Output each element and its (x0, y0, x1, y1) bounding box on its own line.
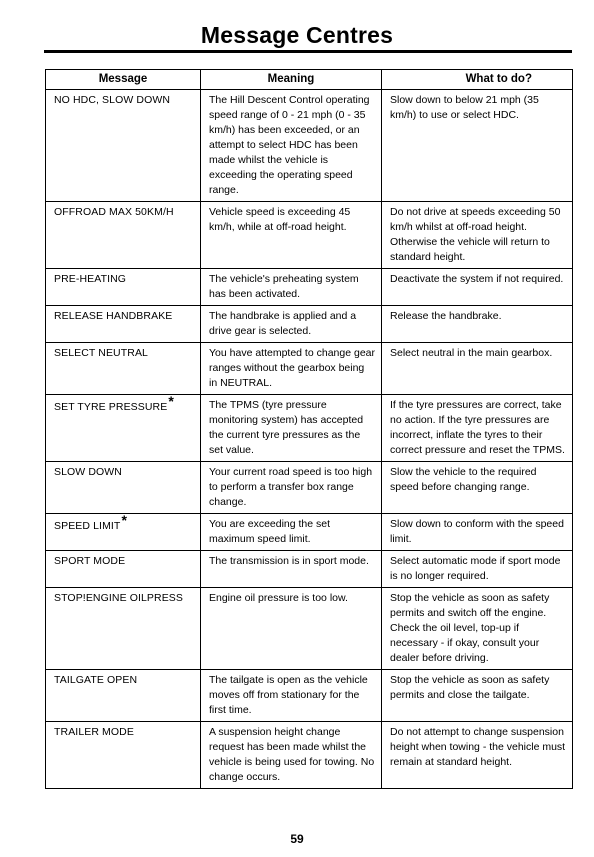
table-row (46, 462, 573, 514)
asterisk-marker-icon: * (121, 512, 128, 528)
message-text: OFFROAD MAX 50KM/H (54, 206, 174, 218)
message-cell (46, 90, 201, 202)
title-divider (44, 50, 572, 53)
what-to-do-cell: Slow down to below 21 mph (35 km/h) to use or select HDC. (382, 90, 573, 202)
what-to-do-cell: Stop the vehicle as soon as safety permits and close the tailgate. (382, 670, 573, 722)
message-cell (46, 462, 201, 514)
header-row (46, 70, 573, 90)
meaning-cell: The Hill Descent Control operating speed range of 0 - 21 mph (0 - 35 km/h) has been exceeded, or an attempt to select HDC has been made whilst the vehicle is exceeding the operating speed range. (201, 90, 382, 202)
what-to-do-cell: Select neutral in the main gearbox. (382, 343, 573, 395)
message-cell (46, 202, 201, 269)
message-cell (46, 514, 201, 551)
message-centre-table (45, 69, 573, 789)
message-text: SPEED LIMIT (54, 520, 121, 532)
what-to-do-cell: Release the handbrake. (382, 306, 573, 343)
column-header-message: Message (46, 70, 201, 90)
table-row (46, 722, 573, 789)
table-row (46, 551, 573, 588)
table-row (46, 202, 573, 269)
message-text: SPORT MODE (54, 555, 126, 567)
meaning-cell: The TPMS (tyre pressure monitoring system) has accepted the current tyre pressures as the set value. (201, 395, 382, 462)
table-row (46, 588, 573, 670)
table-row (46, 395, 573, 462)
page-title: Message Centres (200, 22, 394, 48)
meaning-cell: You have attempted to change gear ranges without the gearbox being in NEUTRAL. (201, 343, 382, 395)
column-header-what-to-do: What to do? (382, 70, 573, 90)
table-row (46, 514, 573, 551)
table-body (46, 90, 573, 789)
table-row (46, 343, 573, 395)
message-cell (46, 343, 201, 395)
meaning-cell: Your current road speed is too high to perform a transfer box range change. (201, 462, 382, 514)
meaning-cell: The handbrake is applied and a drive gear is selected. (201, 306, 382, 343)
meaning-cell: Vehicle speed is exceeding 45 km/h, while at off-road height. (201, 202, 382, 269)
message-text: TAILGATE OPEN (54, 674, 138, 686)
message-cell (46, 551, 201, 588)
what-to-do-cell: Do not attempt to change suspension height when towing - the vehicle must remain at standard height. (382, 722, 573, 789)
message-text: SELECT NEUTRAL (54, 347, 148, 359)
message-text: STOP!ENGINE OILPRESS (54, 592, 184, 604)
message-cell (46, 670, 201, 722)
message-cell (46, 395, 201, 462)
message-cell (46, 269, 201, 306)
table-row (46, 306, 573, 343)
table-row (46, 90, 573, 202)
meaning-cell: The vehicle's preheating system has been activated. (201, 269, 382, 306)
message-text: SET TYRE PRESSURE (54, 401, 168, 413)
message-cell (46, 588, 201, 670)
message-cell (46, 722, 201, 789)
meaning-cell: Engine oil pressure is too low. (201, 588, 382, 670)
what-to-do-cell: Stop the vehicle as soon as safety permits and switch off the engine. Check the oil level, top-up if necessary - if okay, consult your dealer before driving. (382, 588, 573, 670)
table-row (46, 670, 573, 722)
what-to-do-cell: Do not drive at speeds exceeding 50 km/h whilst at off-road height. Otherwise the vehicle will return to standard height. (382, 202, 573, 269)
asterisk-marker-icon: * (168, 393, 174, 409)
message-cell (46, 306, 201, 343)
message-text: TRAILER MODE (54, 726, 134, 738)
meaning-cell: You are exceeding the set maximum speed limit. (201, 514, 382, 551)
column-header-meaning: Meaning (201, 70, 382, 90)
message-text: NO HDC, SLOW DOWN (54, 94, 171, 106)
what-to-do-cell: Deactivate the system if not required. (382, 269, 573, 306)
message-text: RELEASE HANDBRAKE (54, 310, 173, 322)
what-to-do-cell: If the tyre pressures are correct, take no action. If the tyre pressures are incorrect, inflate the tyres to their correct pressure and reset the TPMS. (382, 395, 573, 462)
message-text: SLOW DOWN (54, 466, 122, 478)
meaning-cell: The transmission is in sport mode. (201, 551, 382, 588)
meaning-cell: A suspension height change request has been made whilst the vehicle is being used for towing. No change occurs. (201, 722, 382, 789)
what-to-do-cell: Slow the vehicle to the required speed before changing range. (382, 462, 573, 514)
table-row (46, 269, 573, 306)
table-header (46, 70, 573, 90)
what-to-do-cell: Select automatic mode if sport mode is no longer required. (382, 551, 573, 588)
page-number: 59 (290, 832, 304, 846)
message-text: PRE-HEATING (54, 273, 127, 285)
what-to-do-cell: Slow down to conform with the speed limit. (382, 514, 573, 551)
meaning-cell: The tailgate is open as the vehicle moves off from stationary for the first time. (201, 670, 382, 722)
